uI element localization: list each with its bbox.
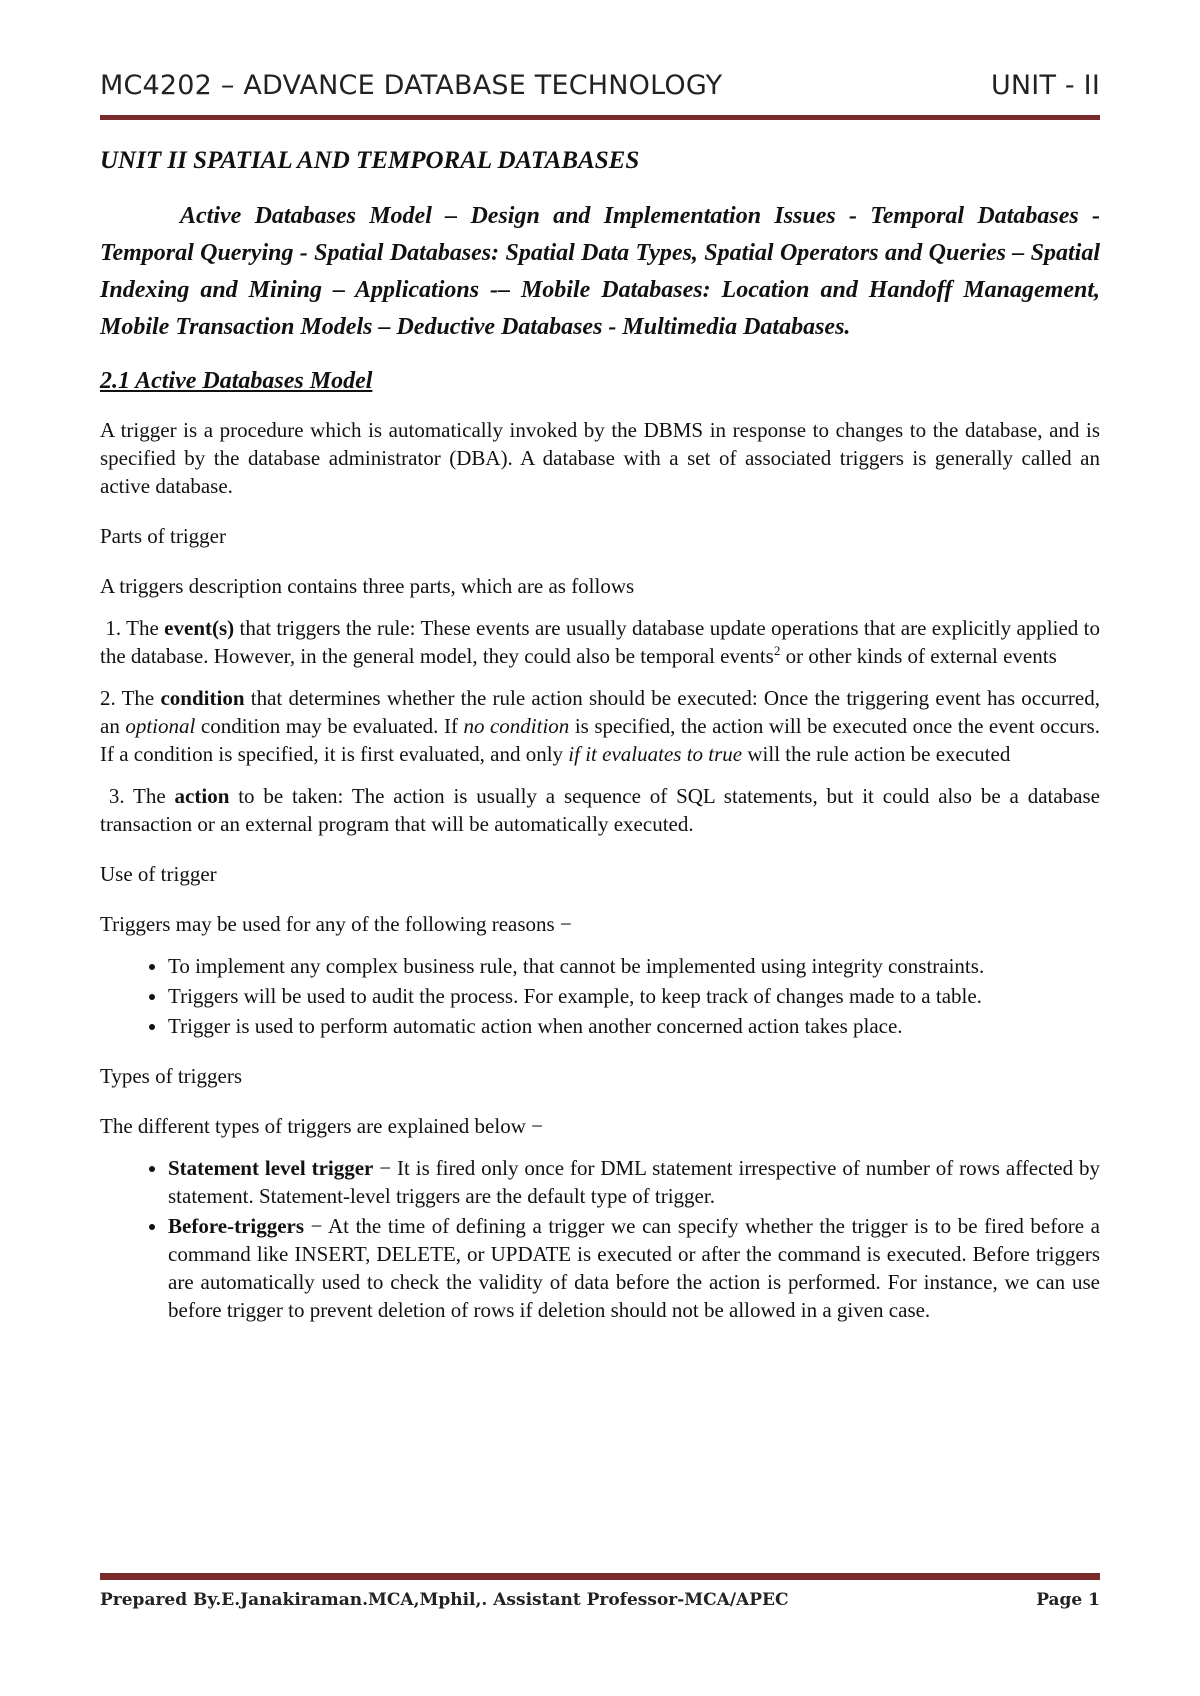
use-heading: Use of trigger bbox=[100, 862, 217, 886]
part-text: condition may be evaluated. If bbox=[195, 714, 464, 738]
parts-heading: Parts of trigger bbox=[100, 524, 226, 548]
part-text: that determines whether the rule action should be executed: Once the triggering event has occurred, an bbox=[100, 686, 1100, 738]
footnote-mark: 2 bbox=[773, 643, 781, 658]
part-text: will the rule action be executed bbox=[742, 742, 1011, 766]
parts-intro: A triggers description contains three parts, which are as follows bbox=[100, 574, 635, 598]
part-event bbox=[100, 614, 1100, 670]
use-intro: Triggers may be used for any of the following reasons − bbox=[100, 912, 572, 936]
type-term: Statement level trigger bbox=[168, 1156, 374, 1180]
part-term: condition bbox=[160, 686, 245, 710]
prepared-by: Prepared By.E.Janakiraman.MCA,Mphil,. Assistant Professor-MCA/APEC bbox=[100, 1590, 789, 1610]
header-rule bbox=[100, 115, 1100, 120]
syllabus-topics: Active Databases Model – Design and Implementation Issues - Temporal Databases - Temporal Querying - Spatial Databases: Spatial Data Types, Spatial Operators and Queries – Spatial Indexing and Mining – Applications -– Mobile Databases: Location and Handoff Management, Mobile Transaction Models – Deductive Databases - Multimedia Databases. bbox=[100, 203, 1100, 340]
footer-rule bbox=[100, 1573, 1100, 1580]
type-text: − At the time of defining a trigger we can specify whether the trigger is to be fired before a command like INSERT, DELETE, or UPDATE is executed or after the command is executed. Before triggers are automatically used to check the validity of data before the action is performed. For instance, we can use before trigger to prevent deletion of rows if deletion should not be allowed in a given case. bbox=[168, 1214, 1100, 1322]
part-term: action bbox=[174, 784, 230, 808]
intro-paragraph: A trigger is a procedure which is automatically invoked by the DBMS in response to changes to the database, and is specified by the database administrator (DBA). A database with a set of associated triggers is generally called an active database. bbox=[100, 418, 1100, 498]
list-item bbox=[168, 1154, 1100, 1210]
list-item: • Triggers will be used to audit the process. For example, to keep track of changes made to a table. bbox=[168, 982, 1100, 1010]
part-text: to be taken: The action is usually a sequence of SQL statements, but it could also be a database transaction or an external program that will be automatically executed. bbox=[100, 784, 1100, 836]
list-item: • Trigger is used to perform automatic action when another concerned action takes place. bbox=[168, 1012, 1100, 1040]
part-text: is specified, the action will be executed once the event occurs. If a condition is specified, it is first evaluated, and only bbox=[100, 714, 1100, 766]
course-title: MC4202 – ADVANCE DATABASE TECHNOLOGY bbox=[100, 70, 723, 101]
list-item bbox=[168, 1212, 1100, 1324]
page-header bbox=[100, 70, 1100, 110]
part-number: 2. The bbox=[100, 686, 161, 710]
part-text: that triggers the rule: These events are usually database update operations that are explicitly applied to the database. However, in the general model, they could also be temporal events bbox=[100, 616, 1101, 668]
list-item: • To implement any complex business rule, that cannot be implemented using integrity constraints. bbox=[168, 952, 1100, 980]
type-term: Before-triggers bbox=[168, 1214, 305, 1238]
part-action bbox=[100, 782, 1100, 838]
type-text: − It is fired only once for DML statement irrespective of number of rows affected by statement. Statement-level triggers are the default type of trigger. bbox=[168, 1156, 1100, 1208]
page-footer bbox=[100, 1590, 1100, 1620]
part-tail: or other kinds of external events bbox=[780, 644, 1057, 668]
types-list bbox=[100, 1154, 1100, 1324]
page-body bbox=[100, 146, 1100, 1346]
part-number: 3. The bbox=[108, 784, 175, 808]
emphasis: if it evaluates to true bbox=[568, 742, 743, 766]
emphasis: optional bbox=[125, 714, 196, 738]
types-heading: Types of triggers bbox=[100, 1064, 242, 1088]
part-condition bbox=[100, 684, 1100, 768]
use-list bbox=[100, 952, 1100, 1040]
unit-label: UNIT - II bbox=[990, 70, 1100, 101]
emphasis: no condition bbox=[463, 714, 570, 738]
part-number: 1. The bbox=[105, 616, 165, 640]
unit-title: UNIT II SPATIAL AND TEMPORAL DATABASES bbox=[100, 147, 640, 174]
types-intro: The different types of triggers are explained below − bbox=[100, 1114, 543, 1138]
page-number: Page 1 bbox=[1036, 1590, 1100, 1610]
section-title: 2.1 Active Databases Model bbox=[100, 368, 373, 394]
part-term: event(s) bbox=[164, 616, 235, 640]
